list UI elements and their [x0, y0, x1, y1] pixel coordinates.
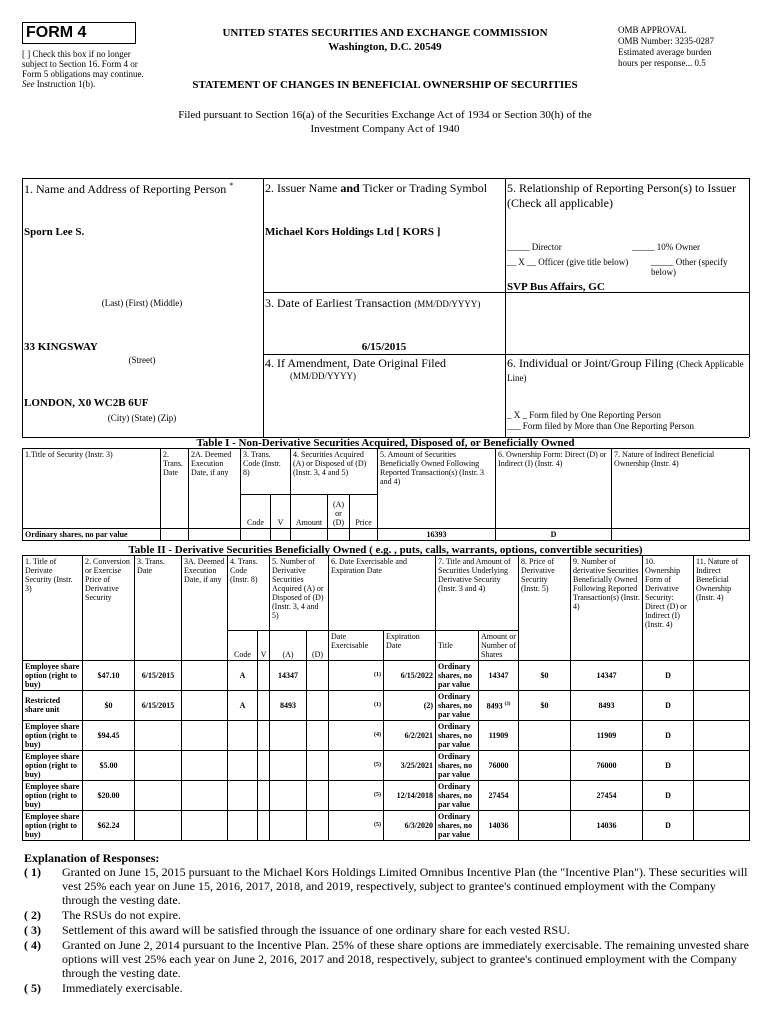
t2-cell-code: [228, 720, 258, 750]
box3-label: 3. Date of Earliest Transaction (MM/DD/YYYY): [265, 296, 481, 310]
t2-sub-v: V: [258, 630, 270, 660]
table-row: [23, 529, 750, 541]
explanation-item: [24, 908, 749, 922]
t2-cell-form: D: [643, 690, 694, 720]
t2-cell-ul_shares: 76000: [479, 750, 519, 780]
table-row: [23, 780, 750, 810]
t2-cell-price: $62.24: [83, 810, 135, 840]
explanation-text: The RSUs do not expire.: [62, 908, 181, 922]
explanation-number: ( 5): [24, 981, 41, 995]
t2-cell-date: [135, 780, 182, 810]
t1-h4: 4. Securities Acquired (A) or Disposed of (D) (Instr. 3, 4 and 5): [291, 449, 378, 495]
explanation-text: Granted on June 15, 2015 pursuant to the Michael Kors Holdings Limited Omnibus Incentive Plan (the "Incentive Plan"). These securities will vest 25% each year on June 15, 2016, 2017, 2018, and 2019, respectively, subject to grantee's continued employment with the Company through the vesting date.: [62, 865, 748, 907]
t1-sub-code: Code: [241, 495, 271, 529]
t2-cell-dprice: [519, 780, 571, 810]
officer-title: SVP Bus Affairs, GC: [507, 281, 605, 293]
t2-cell-owned: 14347: [571, 660, 643, 690]
t2-cell-form: D: [643, 660, 694, 690]
explanation-item: [24, 938, 749, 980]
box1-label: 1. Name and Address of Reporting Person *: [24, 181, 234, 196]
t2-cell-ul_shares: 14347: [479, 660, 519, 690]
table-row: [23, 810, 750, 840]
t2-cell-date: 6/15/2015: [135, 690, 182, 720]
box4-label: 4. If Amendment, Date Original Filed: [265, 356, 446, 370]
t2-sub-a: (A): [270, 630, 307, 660]
explanation-item: [24, 865, 749, 907]
t2-cell-ul_title: Ordinary shares, no par value: [436, 690, 479, 720]
t2-cell-expiration: 6/15/2022: [384, 660, 436, 690]
t2-h11: 11. Nature of Indirect Beneficial Ownership (Instr. 4): [694, 556, 750, 631]
t2-h3a: 3A. Deemed Execution Date, if any: [182, 556, 228, 631]
t2-cell-owned: 11909: [571, 720, 643, 750]
explanation-text: Immediately exercisable.: [62, 981, 183, 995]
reporting-person-street: 33 KINGSWAY: [24, 341, 98, 353]
box2-label: 2. Issuer Name and Ticker or Trading Symbol: [265, 181, 488, 195]
box6-label: 6. Individual or Joint/Group Filing (Check Applicable Line): [507, 356, 744, 383]
t2-h1: 1. Title of Derivate Security (Instr. 3): [23, 556, 83, 631]
relationship-ten-pct: _____ 10% Owner: [632, 242, 700, 252]
t1-h7: 7. Nature of Indirect Beneficial Ownership (Instr. 4): [612, 449, 750, 495]
t1-h5: 5. Amount of Securities Beneficially Owned Following Reported Transaction(s) (Instr. 3 and 4): [378, 449, 496, 495]
t2-cell-owned: 76000: [571, 750, 643, 780]
t2-h6: 6. Date Exercisable and Expiration Date: [329, 556, 436, 631]
t2-cell-exercisable: (5): [329, 810, 384, 840]
t1-h6: 6. Ownership Form: Direct (D) or Indirect (I) (Instr. 4): [496, 449, 612, 495]
t2-cell-title: Employee share option (right to buy): [23, 780, 83, 810]
relationship-director: _____ Director: [507, 242, 562, 252]
explanation-number: ( 1): [24, 865, 41, 879]
explanation-item: [24, 923, 749, 937]
t2-cell-form: D: [643, 780, 694, 810]
t2-cell-a: [270, 750, 307, 780]
t2-cell-code: [228, 780, 258, 810]
t2-cell-date: [135, 810, 182, 840]
t1-sub-aord: (A) or (D): [328, 495, 350, 529]
t2-cell-ul_title: Ordinary shares, no par value: [436, 810, 479, 840]
t1-amount-owned: 16393: [378, 529, 496, 541]
t2-footnote-mark: (3): [504, 701, 511, 707]
box5-sub: (Check all applicable): [507, 196, 613, 210]
t2-cell-code: [228, 750, 258, 780]
t2-sub-d: (D): [307, 630, 329, 660]
statement-title: STATEMENT OF CHANGES IN BENEFICIAL OWNERSHIP OF SECURITIES: [192, 79, 578, 91]
t2-cell-code: A: [228, 660, 258, 690]
agency-city: Washington, D.C. 20549: [328, 41, 442, 53]
t2-cell-a: [270, 780, 307, 810]
omb-approval: OMB APPROVAL OMB Number: 3235-0287 Estimated average burden hours per response... 0.5: [618, 25, 714, 68]
t2-cell-price: $47.10: [83, 660, 135, 690]
filed-pursuant-line2: Investment Company Act of 1940: [310, 123, 460, 135]
explanation-item: [24, 981, 749, 995]
relationship-other: _____ Other (specify below): [651, 257, 728, 277]
t2-cell-expiration: 6/3/2020: [384, 810, 436, 840]
t2-cell-owned: 14036: [571, 810, 643, 840]
t2-h7: 7. Title and Amount of Securities Underlying Derivative Security (Instr. 3 and 4): [436, 556, 519, 631]
t2-cell-ul_title: Ordinary shares, no par value: [436, 780, 479, 810]
t2-cell-exercisable: (1): [329, 660, 384, 690]
t2-sub-expiration: Expiration Date: [384, 630, 436, 660]
explanation-text: Settlement of this award will be satisfied through the issuance of one ordinary share for each vested RSU.: [62, 923, 570, 937]
t2-cell-date: [135, 720, 182, 750]
form-title: FORM 4: [26, 24, 87, 41]
t2-cell-a: 8493: [270, 690, 307, 720]
table-row: [23, 720, 750, 750]
t2-cell-owned: 8493: [571, 690, 643, 720]
explanation-heading: Explanation of Responses:: [24, 851, 160, 865]
t2-cell-ul_shares: 27454: [479, 780, 519, 810]
t2-cell-date: 6/15/2015: [135, 660, 182, 690]
t1-h2a: 2A. Deemed Execution Date, if any: [189, 449, 241, 495]
t2-cell-title: Employee share option (right to buy): [23, 750, 83, 780]
t2-h4: 4. Trans. Code (Instr. 8): [228, 556, 270, 631]
t2-cell-price: $0: [83, 690, 135, 720]
t2-cell-title: Employee share option (right to buy): [23, 810, 83, 840]
t2-cell-price: $5.00: [83, 750, 135, 780]
box4-format: (MM/DD/YYYY): [290, 371, 356, 381]
t2-cell-dprice: [519, 810, 571, 840]
t2-cell-title: Restricted share unit: [23, 690, 83, 720]
table2: [22, 555, 750, 841]
issuer-name: Michael Kors Holdings Ltd [ KORS ]: [265, 226, 441, 238]
city-caption: (City) (State) (Zip): [107, 413, 177, 423]
t2-h3: 3. Trans. Date: [135, 556, 182, 631]
t2-h10: 10. Ownership Form of Derivative Security: Direct (D) or Indirect (I) (Instr. 4): [643, 556, 694, 631]
t2-cell-expiration: (2): [384, 690, 436, 720]
t2-sub-exercisable: Date Exercisable: [329, 630, 384, 660]
t2-sub-title: Title: [436, 630, 479, 660]
t2-h9: 9. Number of derivative Securities Beneficially Owned Following Reported Transaction(s) (Instr. 4): [571, 556, 643, 631]
t2-cell-ul_title: Ordinary shares, no par value: [436, 750, 479, 780]
check-box-note: [ ] Check this box if no longer subject to Section 16. Form 4 or Form 5 obligations may continue. See Instruction 1(b).: [22, 49, 144, 89]
t1-sub-amount: Amount: [291, 495, 328, 529]
relationship-officer: __ X __ Officer (give title below): [507, 257, 629, 267]
t2-cell-a: [270, 810, 307, 840]
t2-cell-a: 14347: [270, 660, 307, 690]
t2-h2: 2. Conversion or Exercise Price of Derivative Security: [83, 556, 135, 631]
t2-cell-ul_shares: 14036: [479, 810, 519, 840]
t2-sub-shares: Amount or Number of Shares: [479, 630, 519, 660]
table-row: [23, 660, 750, 690]
t1-sub-price: Price: [350, 495, 378, 529]
t1-h1: 1.Title of Security (Instr. 3): [23, 449, 161, 495]
table-row: [23, 750, 750, 780]
t2-cell-ul_title: Ordinary shares, no par value: [436, 660, 479, 690]
t1-h2: 2. Trans. Date: [161, 449, 189, 495]
t2-cell-code: [228, 810, 258, 840]
t2-cell-a: [270, 720, 307, 750]
t2-cell-form: D: [643, 810, 694, 840]
reporting-person-name: Sporn Lee S.: [24, 226, 85, 238]
filing-more-persons: ___ Form filed by More than One Reporting Person: [507, 421, 694, 431]
t2-cell-form: D: [643, 720, 694, 750]
t2-cell-exercisable: (4): [329, 720, 384, 750]
explanation-list: [24, 865, 749, 996]
t2-cell-date: [135, 750, 182, 780]
explanation-number: ( 3): [24, 923, 41, 937]
explanation-number: ( 2): [24, 908, 41, 922]
t2-cell-title: Employee share option (right to buy): [23, 660, 83, 690]
t2-cell-dprice: $0: [519, 690, 571, 720]
filing-one-person: _ X _ Form filed by One Reporting Person: [507, 410, 661, 420]
t2-cell-expiration: 3/25/2021: [384, 750, 436, 780]
filed-pursuant-line1: Filed pursuant to Section 16(a) of the Securities Exchange Act of 1934 or Section 30(h) of the: [178, 109, 592, 121]
t2-h8: 8. Price of Derivative Security (Instr. 5): [519, 556, 571, 631]
form-title-box: [22, 22, 136, 44]
t2-cell-exercisable: (1): [329, 690, 384, 720]
t2-cell-ul_title: Ordinary shares, no par value: [436, 720, 479, 750]
earliest-transaction-date: 6/15/2015: [361, 341, 407, 353]
t2-cell-dprice: [519, 750, 571, 780]
t2-cell-owned: 27454: [571, 780, 643, 810]
box5-label: 5. Relationship of Reporting Person(s) to Issuer: [507, 181, 736, 195]
t2-cell-dprice: $0: [519, 660, 571, 690]
agency-name: UNITED STATES SECURITIES AND EXCHANGE COMMISSION: [222, 27, 548, 39]
t1-security-title: Ordinary shares, no par value: [23, 529, 161, 541]
t2-cell-form: D: [643, 750, 694, 780]
t2-cell-expiration: 12/14/2018: [384, 780, 436, 810]
reporting-person-city: LONDON, X0 WC2B 6UF: [24, 397, 149, 409]
explanation-text: Granted on June 2, 2014 pursuant to the Incentive Plan. 25% of these share options are immediately exercisable. The remaining unvested share options will vest 25% each year on June 2, 2016, 2017 and 2018, respectively, subject to grantee's continued employment with the Company through the vesting date.: [62, 938, 749, 980]
table1: [22, 448, 750, 541]
explanation-number: ( 4): [24, 938, 41, 952]
table-row: [23, 690, 750, 720]
t2-cell-title: Employee share option (right to buy): [23, 720, 83, 750]
t2-cell-ul_shares: 11909: [479, 720, 519, 750]
t2-cell-price: $20.00: [83, 780, 135, 810]
table2-title: Table II - Derivative Securities Beneficially Owned ( e.g. , puts, calls, warrants, options, convertible securities): [128, 544, 643, 556]
t2-cell-code: A: [228, 690, 258, 720]
t2-cell-price: $94.45: [83, 720, 135, 750]
street-caption: (Street): [128, 355, 156, 365]
t1-sub-v: V: [271, 495, 291, 529]
t2-cell-exercisable: (5): [329, 750, 384, 780]
t2-cell-ul_shares: 8493 $^{(3)}$: [479, 690, 519, 720]
t2-cell-exercisable: (5): [329, 780, 384, 810]
name-caption: (Last) (First) (Middle): [101, 298, 183, 308]
t1-ownership-form: D: [496, 529, 612, 541]
t2-sub-code: Code: [228, 630, 258, 660]
t2-h5: 5. Number of Derivative Securities Acquired (A) or Disposed of (D) (Instr. 3, 4 and 5): [270, 556, 329, 631]
t2-cell-expiration: 6/2/2021: [384, 720, 436, 750]
t1-h3: 3. Trans. Code (Instr. 8): [241, 449, 291, 495]
t2-cell-dprice: [519, 720, 571, 750]
table1-title: Table I - Non-Derivative Securities Acquired, Disposed of, or Beneficially Owned: [196, 437, 575, 449]
